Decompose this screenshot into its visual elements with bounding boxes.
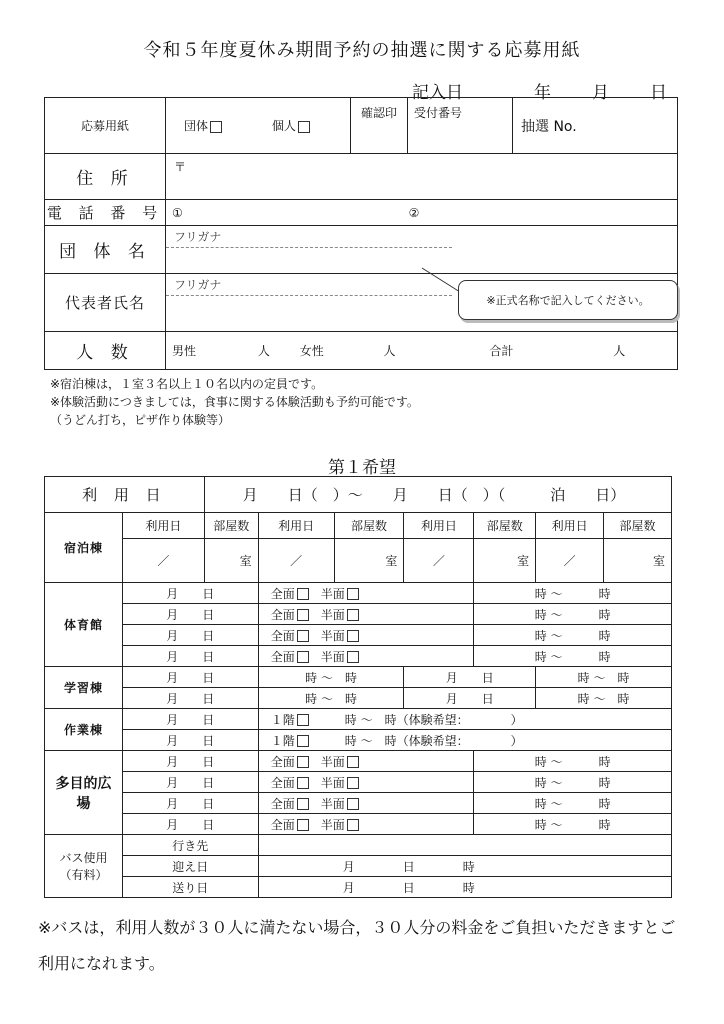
lodge-header-date-3: 利用日 bbox=[404, 513, 474, 539]
note-2: ※体験活動につきましては，食事に関する体験活動も予約可能です。 bbox=[50, 395, 419, 409]
group-name-label: 団 体 名 bbox=[45, 226, 166, 274]
bus-pickup-label: 迎え日 bbox=[122, 856, 258, 877]
total-label: 合計 bbox=[489, 344, 514, 358]
study-time[interactable]: 時 ～ 時 bbox=[258, 667, 404, 688]
gym-time[interactable]: 時 ～ 時 bbox=[474, 625, 672, 646]
formal-name-note: ※正式名称で記入してください。 bbox=[458, 280, 678, 320]
multi-area[interactable]: 全面 半面 bbox=[258, 814, 474, 835]
lodge-header-rooms-2: 部屋数 bbox=[334, 513, 404, 539]
gym-date[interactable]: 月 日 bbox=[122, 625, 258, 646]
form-type-label: 応募用紙 bbox=[45, 98, 166, 154]
multi-time[interactable]: 時 ～ 時 bbox=[474, 793, 672, 814]
multi-row[interactable] bbox=[45, 772, 672, 793]
phone-field[interactable] bbox=[166, 200, 678, 226]
study-label: 学習棟 bbox=[45, 667, 123, 709]
note-1: ※宿泊棟は，１室３名以上１０名以内の定員です。 bbox=[50, 377, 324, 391]
note-3: （うどん打ち，ピザ作り体験等） bbox=[50, 413, 231, 427]
total-unit: 人 bbox=[613, 344, 626, 358]
study-date-2[interactable]: 月 日 bbox=[404, 688, 536, 709]
gym-area[interactable]: 全面 半面 bbox=[258, 583, 474, 604]
lodge-header-date-4: 利用日 bbox=[536, 513, 604, 539]
male-unit: 人 bbox=[257, 344, 270, 358]
phone-2-marker: ② bbox=[408, 205, 420, 220]
confirm-stamp-cell: 確認印 bbox=[351, 98, 408, 154]
application-table bbox=[44, 97, 678, 370]
phone-1-marker: ① bbox=[172, 205, 183, 220]
study-date[interactable]: 月 日 bbox=[122, 667, 258, 688]
male-label: 男性 bbox=[172, 344, 197, 358]
study-time[interactable]: 時 ～ 時 bbox=[258, 688, 404, 709]
rep-furigana: フリガナ bbox=[166, 274, 452, 296]
multi-time[interactable]: 時 ～ 時 bbox=[474, 814, 672, 835]
lodge-date-1[interactable]: ／ bbox=[122, 539, 204, 583]
count-field[interactable] bbox=[166, 332, 678, 370]
gym-label: 体育館 bbox=[45, 583, 123, 667]
page-title: 令和５年度夏休み期間予約の抽選に関する応募用紙 bbox=[143, 40, 581, 61]
lodge-header-rooms-4: 部屋数 bbox=[604, 513, 672, 539]
study-date-2[interactable]: 月 日 bbox=[404, 667, 536, 688]
bus-label: バス使用（有料） bbox=[45, 835, 123, 898]
individual-checkbox[interactable] bbox=[298, 121, 310, 133]
lodge-header-date-2: 利用日 bbox=[258, 513, 334, 539]
female-label: 女性 bbox=[299, 344, 324, 358]
address-field[interactable] bbox=[166, 154, 678, 200]
postal-mark: 〒 bbox=[174, 160, 187, 174]
gym-date[interactable]: 月 日 bbox=[122, 646, 258, 667]
work-row[interactable] bbox=[45, 730, 672, 751]
gym-time[interactable]: 時 ～ 時 bbox=[474, 583, 672, 604]
date-day: 日 bbox=[650, 83, 667, 103]
use-date-label: 利 用 日 bbox=[45, 477, 205, 513]
multi-date[interactable]: 月 日 bbox=[122, 793, 258, 814]
study-row[interactable] bbox=[45, 667, 672, 688]
lodge-date-2[interactable]: ／ bbox=[258, 539, 334, 583]
lottery-number-cell: 抽選 No. bbox=[513, 98, 678, 154]
bus-destination-field[interactable] bbox=[258, 835, 671, 856]
multi-time[interactable]: 時 ～ 時 bbox=[474, 772, 672, 793]
gym-time[interactable]: 時 ～ 時 bbox=[474, 604, 672, 625]
date-label: 記入日 bbox=[412, 83, 463, 103]
gym-date[interactable]: 月 日 bbox=[122, 604, 258, 625]
gym-area[interactable]: 全面 半面 bbox=[258, 625, 474, 646]
bus-footer-note: ※バスは，利用人数が３０人に満たない場合，３０人分の料金をご負担いただきますとご利用になれます。 bbox=[38, 918, 676, 973]
first-choice-title: 第１希望 bbox=[328, 458, 396, 478]
lodge-header-rooms-3: 部屋数 bbox=[474, 513, 536, 539]
multi-area[interactable]: 全面 半面 bbox=[258, 772, 474, 793]
group-furigana: フリガナ bbox=[166, 226, 452, 248]
work-date[interactable]: 月 日 bbox=[122, 709, 258, 730]
lodge-date-4[interactable]: ／ bbox=[536, 539, 604, 583]
gym-date[interactable]: 月 日 bbox=[122, 583, 258, 604]
multi-row[interactable] bbox=[45, 814, 672, 835]
date-year: 年 bbox=[534, 83, 551, 103]
bus-destination-label: 行き先 bbox=[122, 835, 258, 856]
individual-option-label: 個人 bbox=[271, 119, 296, 133]
multi-area[interactable]: 全面 半面 bbox=[258, 793, 474, 814]
group-option-label: 団体 bbox=[184, 119, 209, 133]
multi-date[interactable]: 月 日 bbox=[122, 772, 258, 793]
lodge-header-date-1: 利用日 bbox=[122, 513, 204, 539]
work-detail[interactable]: １階 時 ～ 時（体験希望： ） bbox=[258, 730, 671, 751]
bus-pickup-field[interactable]: 月 日 時 bbox=[258, 856, 671, 877]
study-date[interactable]: 月 日 bbox=[122, 688, 258, 709]
multi-area[interactable]: 全面 半面 bbox=[258, 751, 474, 772]
gym-time[interactable]: 時 ～ 時 bbox=[474, 646, 672, 667]
study-row[interactable] bbox=[45, 688, 672, 709]
gym-row[interactable] bbox=[45, 604, 672, 625]
work-row[interactable] bbox=[45, 709, 672, 730]
receipt-number-cell: 受付番号 bbox=[408, 98, 513, 154]
count-label: 人 数 bbox=[45, 332, 166, 370]
lodge-rooms-3[interactable]: 室 bbox=[474, 539, 536, 583]
representative-label: 代表者氏名 bbox=[45, 274, 166, 332]
gym-row[interactable] bbox=[45, 583, 672, 604]
study-time-2[interactable]: 時 ～ 時 bbox=[536, 688, 672, 709]
form-type-options bbox=[166, 98, 351, 154]
gym-row[interactable] bbox=[45, 646, 672, 667]
work-label: 作業棟 bbox=[45, 709, 123, 751]
first-choice-table bbox=[44, 476, 672, 898]
lodge-date-3[interactable]: ／ bbox=[404, 539, 474, 583]
work-date[interactable]: 月 日 bbox=[122, 730, 258, 751]
lodge-rooms-4[interactable]: 室 bbox=[604, 539, 672, 583]
multi-row[interactable] bbox=[45, 751, 672, 772]
lodge-header-rooms-1: 部屋数 bbox=[204, 513, 258, 539]
gym-area[interactable]: 全面 半面 bbox=[258, 604, 474, 625]
phone-label: 電 話 番 号 bbox=[45, 200, 166, 226]
bus-dropoff-label: 送り日 bbox=[122, 877, 258, 898]
multi-label: 多目的広場 bbox=[45, 751, 123, 835]
gym-area[interactable]: 全面 半面 bbox=[258, 646, 474, 667]
multi-row[interactable] bbox=[45, 793, 672, 814]
group-checkbox[interactable] bbox=[210, 121, 222, 133]
multi-time[interactable]: 時 ～ 時 bbox=[474, 751, 672, 772]
date-month: 月 bbox=[592, 83, 609, 103]
lodge-label: 宿泊棟 bbox=[45, 513, 123, 583]
address-label: 住 所 bbox=[45, 154, 166, 200]
work-detail[interactable]: １階 時 ～ 時（体験希望： ） bbox=[258, 709, 671, 730]
lodge-rooms-2[interactable]: 室 bbox=[334, 539, 404, 583]
female-unit: 人 bbox=[383, 344, 396, 358]
study-time-2[interactable]: 時 ～ 時 bbox=[536, 667, 672, 688]
lodge-rooms-1[interactable]: 室 bbox=[204, 539, 258, 583]
notes bbox=[50, 375, 419, 429]
use-date-field[interactable]: 月 日（ ）～ 月 日（ ）（ 泊 日） bbox=[204, 477, 671, 513]
multi-date[interactable]: 月 日 bbox=[122, 751, 258, 772]
gym-row[interactable] bbox=[45, 625, 672, 646]
multi-date[interactable]: 月 日 bbox=[122, 814, 258, 835]
bus-dropoff-field[interactable]: 月 日 時 bbox=[258, 877, 671, 898]
